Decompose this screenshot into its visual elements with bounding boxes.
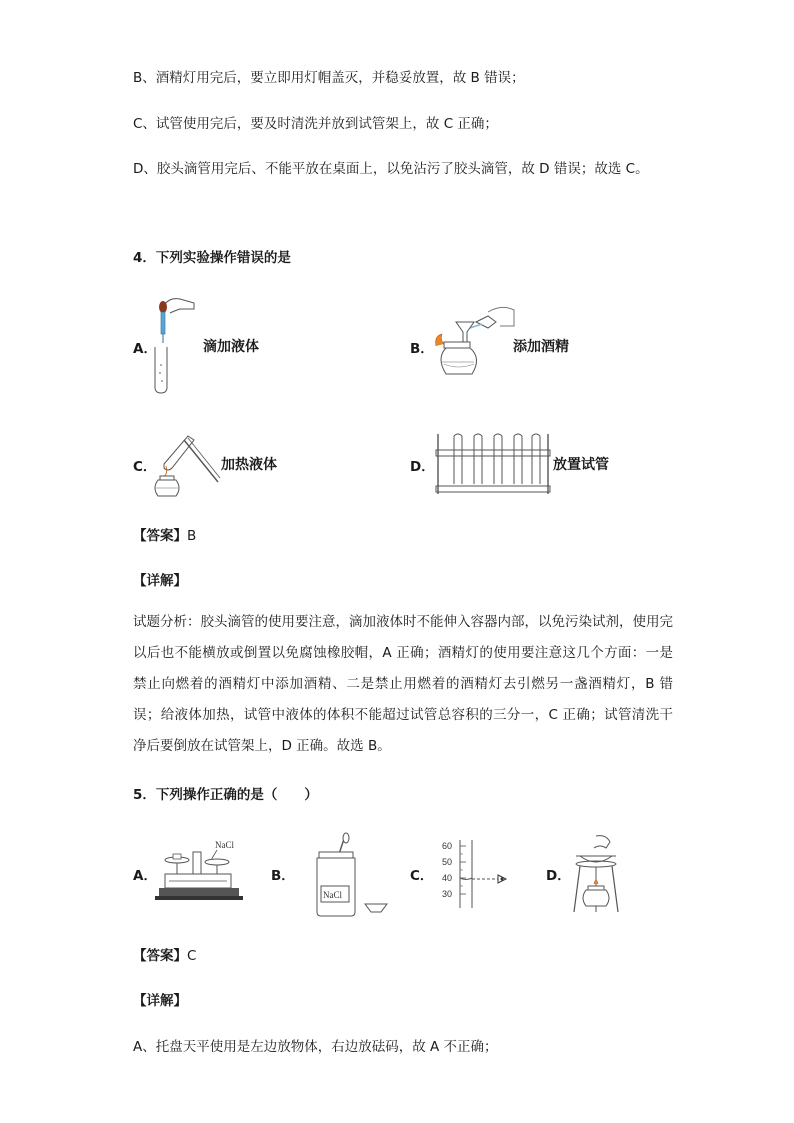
answer-label: 【答案】 [133, 948, 187, 964]
q5-answer [133, 944, 196, 964]
question-5-title: 5．下列操作正确的是（ ） [133, 787, 318, 803]
q4-option-c-letter: C． [133, 459, 157, 475]
q5-detail-line-a: A、托盘天平使用是左边放物体，右边放砝码，故 A 不正确； [133, 1039, 498, 1055]
q4-option-b-letter: B． [410, 341, 434, 357]
q5-option-b-letter: B． [271, 868, 295, 884]
jar-nacl-label: NaCl [323, 890, 342, 900]
q4-detail-label [133, 569, 187, 589]
balance-figure [155, 836, 245, 906]
q4-option-a-letter: A． [133, 341, 157, 357]
q4-answer [133, 524, 196, 544]
nacl-jar-figure [305, 832, 395, 918]
answer-value: C [187, 948, 197, 964]
question-4-title: 4．下列实验操作错误的是 [133, 250, 291, 266]
alcohol-lamp-funnel-figure [430, 300, 515, 380]
explanation-line-d: D、胶头滴管用完后、不能平放在桌面上，以免沾污了胶头滴管，故 D 错误；故选 C。 [133, 161, 649, 177]
q4-option-d-letter: D． [410, 459, 435, 475]
tick-label-40: 40 [442, 873, 453, 883]
tick-label-30: 30 [442, 889, 453, 899]
graduated-cylinder-figure [438, 838, 514, 910]
heating-test-tube-figure [150, 430, 222, 498]
explanation-line-c: C、试管使用完后，要及时清洗并放到试管架上，故 C 正确； [133, 116, 498, 132]
tick-label-60: 60 [442, 841, 453, 851]
q5-detail-label [133, 989, 187, 1009]
evaporating-dish-figure [570, 834, 620, 916]
q4-detail-text: 试题分析：胶头滴管的使用要注意，滴加液体时不能伸入容器内部，以免污染试剂，使用完以后也不能横放或倒置以免腐蚀橡胶帽，A 正确；酒精灯的使用要注意这几个方面：一是禁止向燃着的酒精灯中添加酒精、二是禁止用燃着的酒精灯去引燃另一盏酒精灯，B 错误；给液体加热，试管中液体的体积不能超过试管总容积的三分一，C 正确；试管清洗干净后要倒放在试管架上，D 正确。故选 B。 [133, 614, 673, 754]
dropper-test-tube-figure [150, 295, 200, 395]
q5-option-d-letter: D． [546, 868, 571, 884]
answer-value: B [187, 528, 197, 544]
q4-option-a-caption: 滴加液体 [203, 339, 259, 355]
answer-label: 【答案】 [133, 528, 187, 544]
test-tube-rack-figure [434, 432, 552, 496]
tick-label-50: 50 [442, 857, 453, 867]
q4-option-b-caption: 添加酒精 [513, 339, 569, 355]
q4-option-d-caption: 放置试管 [553, 457, 609, 473]
explanation-line-b: B、酒精灯用完后，要立即用灯帽盖灭，并稳妥放置，故 B 错误； [133, 70, 525, 86]
detail-label: 【详解】 [133, 573, 187, 589]
detail-label: 【详解】 [133, 993, 187, 1009]
balance-nacl-label: NaCl [215, 840, 234, 850]
q4-option-c-caption: 加热液体 [221, 457, 277, 473]
q5-option-c-letter: C． [410, 868, 434, 884]
q5-option-a-letter: A． [133, 868, 157, 884]
